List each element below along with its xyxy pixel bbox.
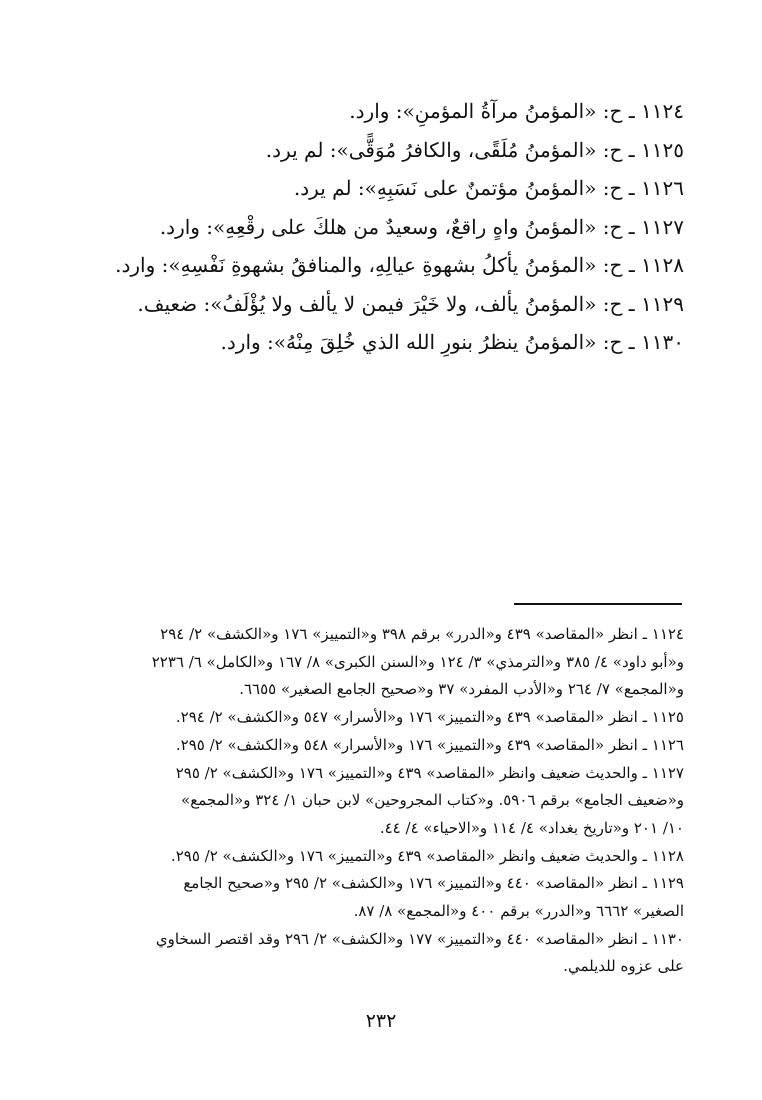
hadith-entry-1130: ١١٣٠ ـ ح: «المؤمنُ ينظرُ بنورِ الله الذي خُلِقَ مِنْهُ»: وارد. [220, 330, 684, 354]
footnotes [79, 621, 684, 981]
footnote-1128 [79, 843, 684, 871]
hadith-entry-1126: ١١٢٦ ـ ح: «المؤمنُ مؤتمنٌ على نَسَبِهِ»: لم يرد. [293, 176, 684, 200]
hadith-entries [84, 92, 684, 362]
hadith-entry-1128: ١١٢٨ ـ ح: «المؤمنُ يأكلُ بشهوةِ عيالِهِ، والمنافقُ بشهوةِ نَفْسِهِ»: وارد. [115, 253, 684, 277]
footnote-1130 [79, 926, 684, 981]
hadith-entry-1124: ١١٢٤ ـ ح: «المؤمنُ مرآةُ المؤمنِ»: وارد. [349, 99, 684, 123]
page-number: ٢٣٢ [365, 1010, 397, 1032]
footnote-1129 [79, 870, 684, 925]
footnote-line: ١٠/ ٢٠١ و«تاريخ بغداد» ٤/ ١١٤ و«الاحياء» ٤/ ٤٤. [379, 818, 684, 837]
hadith-entry-1129: ١١٢٩ ـ ح: «المؤمنُ يألف، ولا خَيْرَ فيمن لا يألف ولا يُؤْلَفُ»: ضعيف. [137, 291, 684, 316]
footnote-line: ١١٢٩ ـ انظر «المقاصد» ٤٤٠ و«التمييز» ١٧٦ و«الكشف» ٢/ ٢٩٥ و«صحيح الجامع [183, 874, 684, 893]
footnote-line: ١١٢٤ ـ انظر «المقاصد» ٤٣٩ و«الدرر» برقم ٣٩٨ و«التمييز» ١٧٦ و«الكشف» ٢/ ٢٩٤ [160, 625, 684, 643]
footnote-1126 [79, 732, 684, 760]
footnote-line: ١١٢٧ ـ والحديث ضعيف وانظر «المقاصد» ٤٣٩ و«التمييز» ١٧٦ و«الكشف» ٢/ ٢٩٥ [175, 763, 684, 782]
footnote-divider [514, 603, 682, 605]
hadith-entry-1125: ١١٢٥ ـ ح: «المؤمنُ مُلَقًى، والكافرُ مُوَقًّى»: لم يرد. [265, 137, 684, 162]
footnote-1124 [79, 621, 684, 704]
footnote-line: ١١٢٨ ـ والحديث ضعيف وانظر «المقاصد» ٤٣٩ و«التمييز» ١٧٦ و«الكشف» ٢/ ٢٩٥. [170, 846, 684, 865]
footnote-line: و«ضعيف الجامع» برقم ٥٩٠٦. و«كتاب المجروحين» لابن حبان ١/ ٣٢٤ و«المجمع» [181, 791, 684, 810]
hadith-entry-1127: ١١٢٧ ـ ح: «المؤمنُ واهٍ راقعٌ، وسعيدٌ من هلكَ على رقْعِهِ»: وارد. [159, 214, 684, 239]
footnote-line: على عزوه للديلمي. [563, 957, 684, 976]
footnote-line: و«المجمع» ٧/ ٢٦٤ و«الأدب المفرد» ٣٧ و«صحيح الجامع الصغير» ٦٦٥٥. [239, 680, 684, 699]
footnote-line: ١١٢٦ ـ انظر «المقاصد» ٤٣٩ و«التمييز» ١٧٦ و«الأسرار» ٥٤٨ و«الكشف» ٢/ ٢٩٥. [175, 735, 684, 754]
footnote-1125 [79, 704, 684, 732]
footnote-line: الصغير» ٦٦٦٢ و«الدرر» برقم ٤٠٠ و«المجمع» ٨/ ٨٧. [353, 902, 684, 921]
footnote-1127 [79, 760, 684, 843]
footnote-line: و«أبو داود» ٤/ ٣٨٥ و«الترمذي» ٣/ ١٢٤ و«السنن الكبرى» ٨/ ١٦٧ و«الكامل» ٦/ ٢٢٣٦ [151, 652, 684, 671]
footnote-line: ١١٢٥ ـ انظر «المقاصد» ٤٣٩ و«التمييز» ١٧٦ و«الأسرار» ٥٤٧ و«الكشف» ٢/ ٢٩٤. [175, 708, 684, 727]
footnote-line: ١١٣٠ ـ انظر «المقاصد» ٤٤٠ و«التمييز» ١٧٧ و«الكشف» ٢/ ٢٩٦ وقد اقتصر السخاوي [155, 929, 684, 948]
